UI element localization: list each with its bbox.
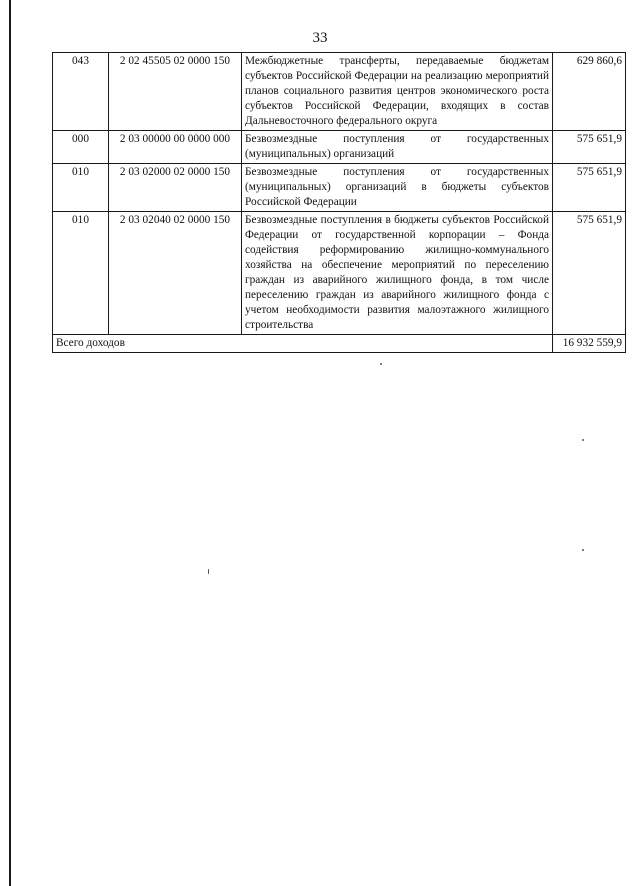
- scan-speck: [208, 569, 209, 574]
- amount-cell: 575 651,9: [553, 131, 626, 164]
- admin-code-cell: 010: [53, 212, 109, 335]
- revenue-table: [52, 52, 626, 353]
- budget-classification-code-cell: 2 02 45505 02 0000 150: [109, 53, 242, 131]
- table-row: [53, 131, 626, 164]
- admin-code-cell: 043: [53, 53, 109, 131]
- amount-cell: 575 651,9: [553, 212, 626, 335]
- budget-classification-code-cell: 2 03 00000 00 0000 000: [109, 131, 242, 164]
- budget-classification-code-cell: 2 03 02000 02 0000 150: [109, 164, 242, 212]
- revenue-name-cell: Безвозмездные поступления от государственных (муниципальных) организаций в бюджеты субъектов Российской Федерации: [242, 164, 553, 212]
- amount-cell: 575 651,9: [553, 164, 626, 212]
- scan-speck: [582, 439, 584, 441]
- revenue-name-cell: Межбюджетные трансферты, передаваемые бюджетам субъектов Российской Федерации на реализацию мероприятий планов социального развития центров экономического роста субъектов Российской Федерации, входящих в состав Дальневосточного федерального округа: [242, 53, 553, 131]
- table-row: [53, 164, 626, 212]
- admin-code-cell: 000: [53, 131, 109, 164]
- budget-classification-code-cell: 2 03 02040 02 0000 150: [109, 212, 242, 335]
- revenue-name-cell: Безвозмездные поступления от государственных (муниципальных) организаций: [242, 131, 553, 164]
- total-label-cell: Всего доходов: [53, 335, 553, 353]
- table-row: [53, 53, 626, 131]
- revenue-name-cell: Безвозмездные поступления в бюджеты субъектов Российской Федерации от государственной корпорации – Фонда содействия реформированию жилищно-коммунального хозяйства на обеспечение мероприятий по переселению граждан из аварийного жилищного фонда, в том числе переселению граждан из аварийного жилищного фонда с учетом необходимости развития малоэтажного жилищного строительства: [242, 212, 553, 335]
- table-row: [53, 212, 626, 335]
- total-row: [53, 335, 626, 353]
- admin-code-cell: 010: [53, 164, 109, 212]
- amount-cell: 629 860,6: [553, 53, 626, 131]
- total-amount-cell: 16 932 559,9: [553, 335, 626, 353]
- scan-speck: [582, 549, 584, 551]
- page-number: 33: [312, 30, 328, 46]
- scan-edge-line: [9, 0, 11, 886]
- scan-speck: [380, 363, 382, 365]
